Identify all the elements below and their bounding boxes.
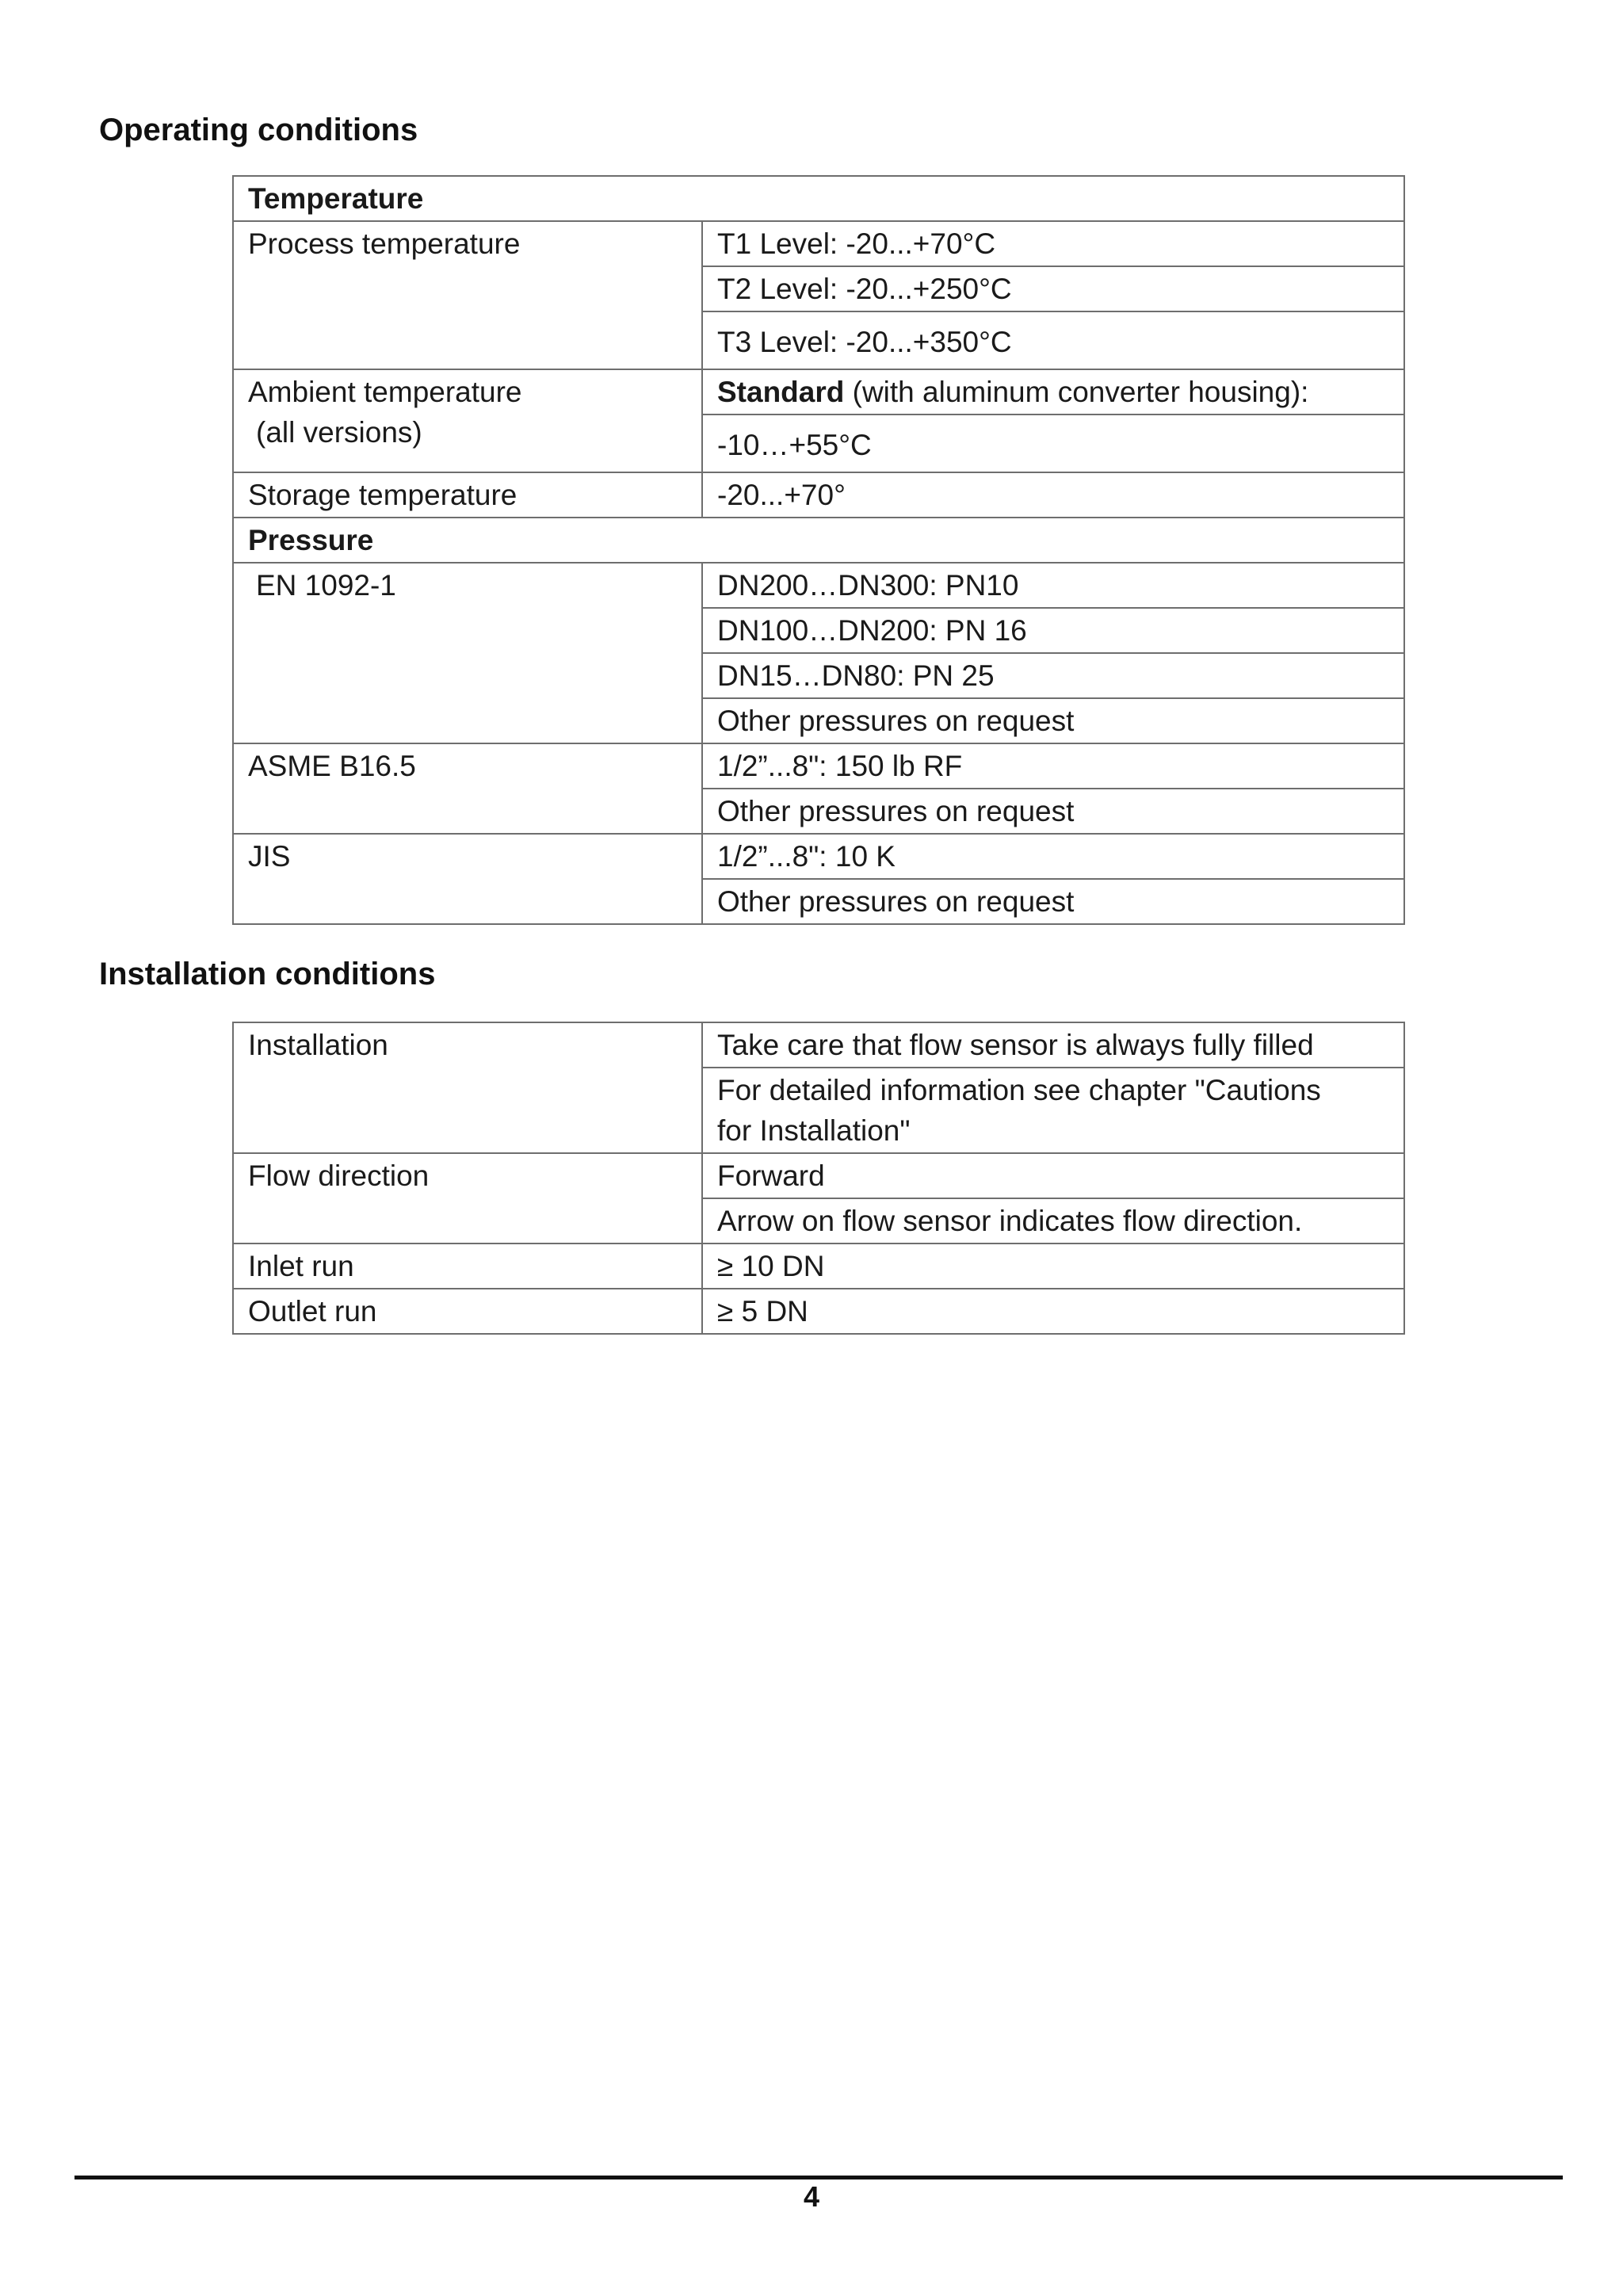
storage-temperature-label: Storage temperature <box>233 472 702 518</box>
storage-temperature-value: -20...+70° <box>702 472 1404 518</box>
table-row <box>233 1289 1404 1334</box>
jis-value: 1/2”...8": 10 K <box>702 834 1404 879</box>
asme-label: ASME B16.5 <box>233 743 702 834</box>
installation-value-line1: For detailed information see chapter "Cautions <box>717 1074 1321 1106</box>
flow-direction-value: Forward <box>702 1153 1404 1198</box>
installation-value: Take care that flow sensor is always fully filled <box>702 1022 1404 1068</box>
asme-value: 1/2”...8": 150 lb RF <box>702 743 1404 789</box>
table-row <box>233 518 1404 563</box>
process-temperature-t3: T3 Level: -20...+350°C <box>702 311 1404 369</box>
table-row <box>233 1153 1404 1198</box>
en-1092-value: DN200…DN300: PN10 <box>702 563 1404 608</box>
table-row <box>233 472 1404 518</box>
ambient-standard-bold: Standard <box>717 376 845 408</box>
page-number: 4 <box>803 2180 820 2213</box>
flow-direction-label: Flow direction <box>233 1153 702 1244</box>
outlet-run-value: ≥ 5 DN <box>702 1289 1404 1334</box>
operating-conditions-table <box>232 175 1405 925</box>
temperature-group-header: Temperature <box>233 176 1404 221</box>
section-heading-installation-conditions: Installation conditions <box>99 957 436 991</box>
en-1092-value: DN100…DN200: PN 16 <box>702 608 1404 653</box>
ambient-temperature-label-line1: Ambient temperature <box>248 376 522 408</box>
process-temperature-t1: T1 Level: -20...+70°C <box>702 221 1404 266</box>
ambient-temperature-label-line2: (all versions) <box>256 416 422 449</box>
asme-value: Other pressures on request <box>702 789 1404 834</box>
table-row <box>233 176 1404 221</box>
table-row <box>233 221 1404 266</box>
jis-value: Other pressures on request <box>702 879 1404 924</box>
installation-value <box>702 1068 1404 1153</box>
outlet-run-label: Outlet run <box>233 1289 702 1334</box>
en-1092-value: DN15…DN80: PN 25 <box>702 653 1404 698</box>
section-heading-operating-conditions: Operating conditions <box>99 113 418 147</box>
en-1092-label <box>233 563 702 743</box>
table-row <box>233 563 1404 608</box>
process-temperature-label: Process temperature <box>233 221 702 369</box>
table-row <box>233 369 1404 415</box>
en-1092-value: Other pressures on request <box>702 698 1404 743</box>
pressure-group-header: Pressure <box>233 518 1404 563</box>
ambient-temperature-standard <box>702 369 1404 415</box>
table-row <box>233 1244 1404 1289</box>
table-row <box>233 743 1404 789</box>
flow-direction-value: Arrow on flow sensor indicates flow direction. <box>702 1198 1404 1244</box>
process-temperature-t2: T2 Level: -20...+250°C <box>702 266 1404 311</box>
inlet-run-label: Inlet run <box>233 1244 702 1289</box>
en-1092-label-text: EN 1092-1 <box>256 569 396 602</box>
ambient-temperature-value: -10…+55°C <box>702 415 1404 472</box>
footer-rule <box>74 2176 1563 2179</box>
installation-label: Installation <box>233 1022 702 1153</box>
ambient-standard-description: (with aluminum converter housing): <box>844 376 1309 408</box>
table-row <box>233 834 1404 879</box>
jis-label: JIS <box>233 834 702 924</box>
installation-value-line2: for Installation" <box>717 1114 911 1147</box>
table-row <box>233 1022 1404 1068</box>
installation-conditions-table <box>232 1022 1405 1335</box>
inlet-run-value: ≥ 10 DN <box>702 1244 1404 1289</box>
ambient-temperature-label <box>233 369 702 472</box>
